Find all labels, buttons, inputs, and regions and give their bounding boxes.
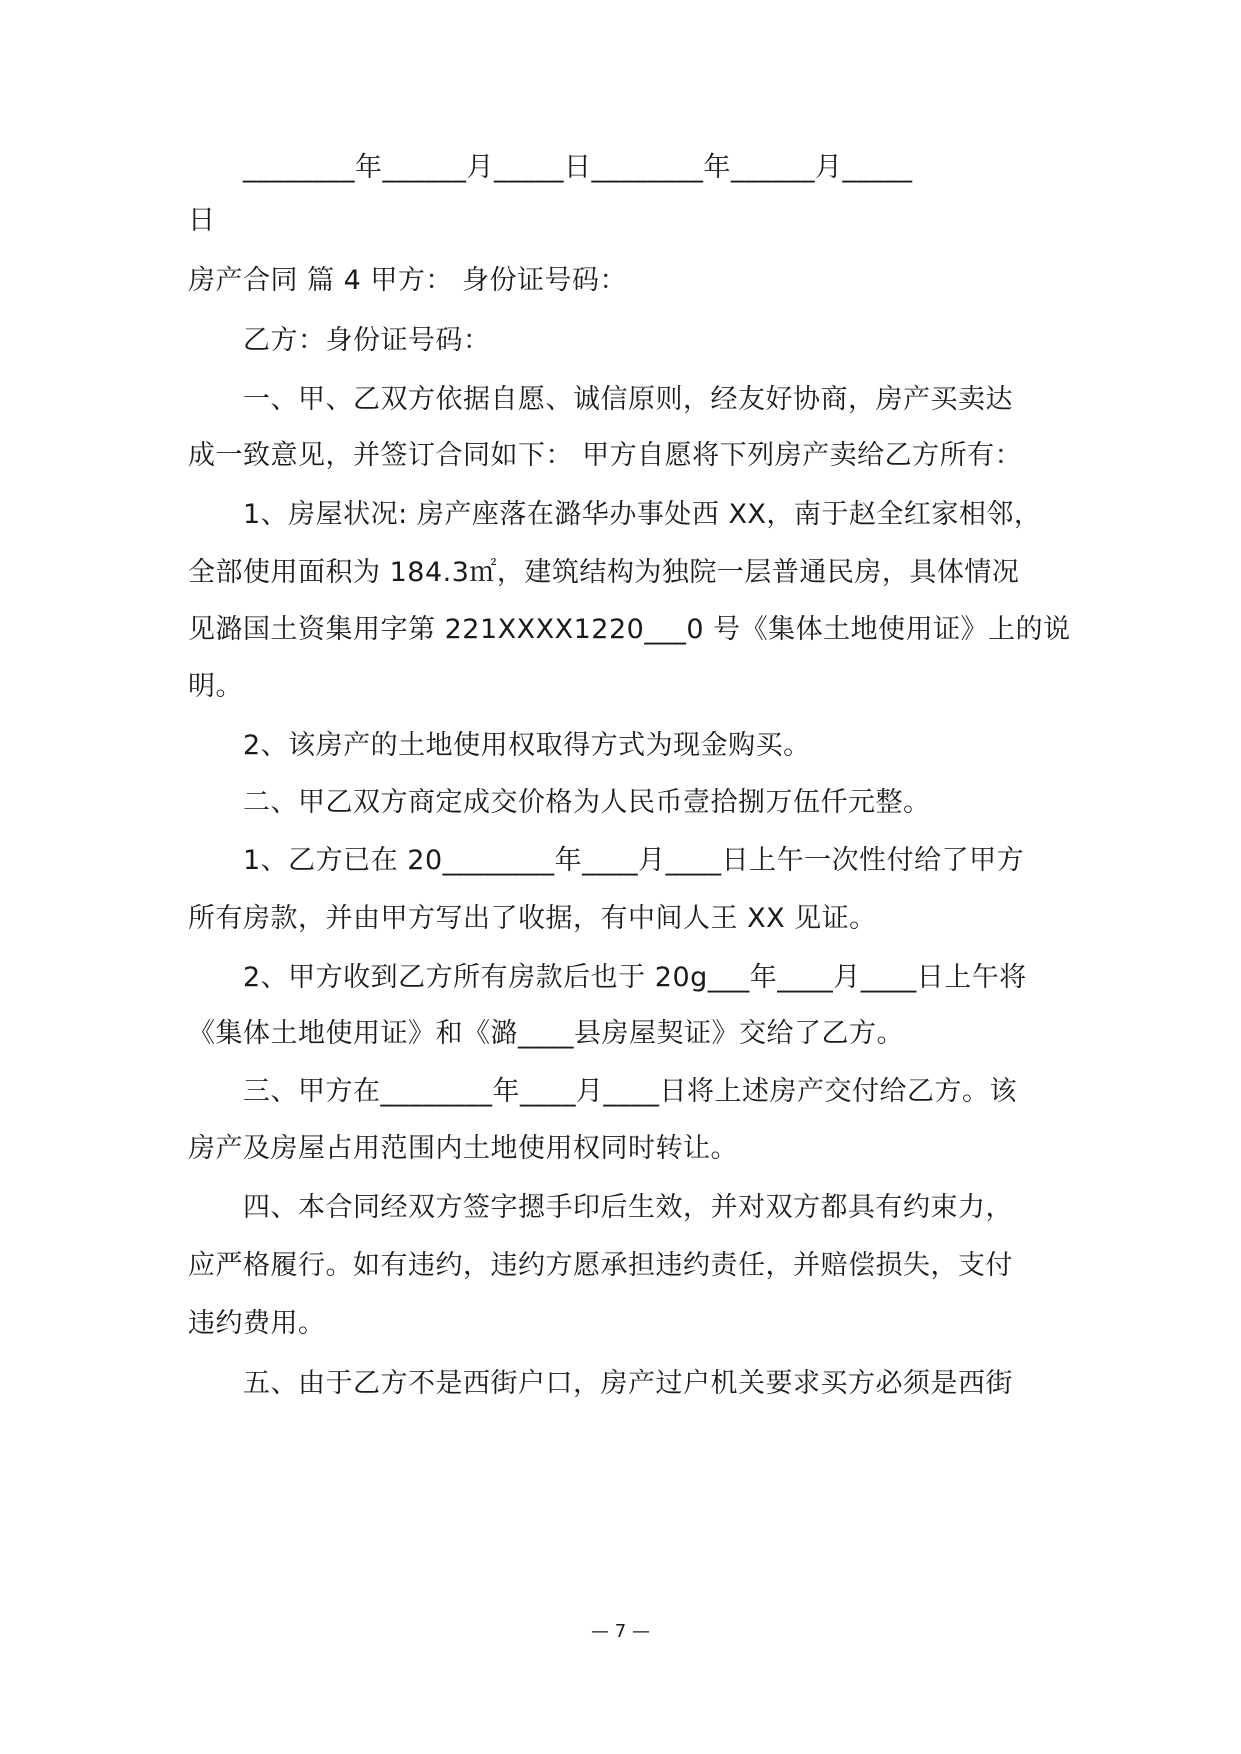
text-line-10: 明。 xyxy=(188,671,243,702)
text-line-15: 2、甲方收到乙方所有房款后也于 20g___年____月____日上午将 xyxy=(188,962,1027,993)
text-line-3: 房产合同 篇 4 甲方： 身份证号码： xyxy=(188,265,628,296)
page-number: — 7 — xyxy=(591,1621,650,1642)
text-line-13: 1、乙方已在 20________年____月____日上午一次性付给了甲方 xyxy=(188,845,1025,876)
text-line-11: 2、该房产的土地使用权取得方式为现金购买。 xyxy=(188,730,811,761)
text-line-8: 全部使用面积为 184.3㎡，建筑结构为独院一层普通民房，具体情况 xyxy=(188,557,1020,588)
text-line-16: 《集体土地使用证》和《潞____县房屋契证》交给了乙方。 xyxy=(188,1018,904,1049)
text-line-18: 房产及房屋占用范围内土地使用权同时转让。 xyxy=(188,1133,738,1164)
text-line-21: 违约费用。 xyxy=(188,1308,326,1339)
text-line-4: 乙方：身份证号码： xyxy=(188,325,491,356)
text-line-19: 四、本合同经双方签字摁手印后生效，并对双方都具有约束力， xyxy=(188,1192,1013,1223)
text-line-22: 五、由于乙方不是西街户口，房产过户机关要求买方必须是西街 xyxy=(188,1368,1013,1399)
text-line-12: 二、甲乙双方商定成交价格为人民币壹拾捌万伍仟元整。 xyxy=(188,787,931,818)
text-line-14: 所有房款，并由甲方写出了收据，有中间人王 XX 见证。 xyxy=(188,903,877,934)
text-line-20: 应严格履行。如有违约，违约方愿承担违约责任，并赔偿损失，支付 xyxy=(188,1250,1013,1281)
text-line-7: 1、房屋状况: 房产座落在潞华办事处西 XX，南于赵全红家相邻， xyxy=(188,499,1042,530)
text-line-9: 见潞国土资集用字第 221XXXX1220___0 号《集体土地使用证》上的说 xyxy=(188,614,1071,645)
text-line-6: 成一致意见，并签订合同如下： 甲方自愿将下列房产卖给乙方所有： xyxy=(188,440,1023,471)
text-line-5: 一、甲、乙双方依据自愿、诚信原则，经友好协商，房产买卖达 xyxy=(188,384,1013,415)
text-line-2: 日 xyxy=(188,205,216,236)
text-line-1: ________年______月_____日________年______月_____ xyxy=(188,152,913,183)
text-line-17: 三、甲方在________年____月____日将上述房产交付给乙方。该 xyxy=(188,1076,1017,1107)
